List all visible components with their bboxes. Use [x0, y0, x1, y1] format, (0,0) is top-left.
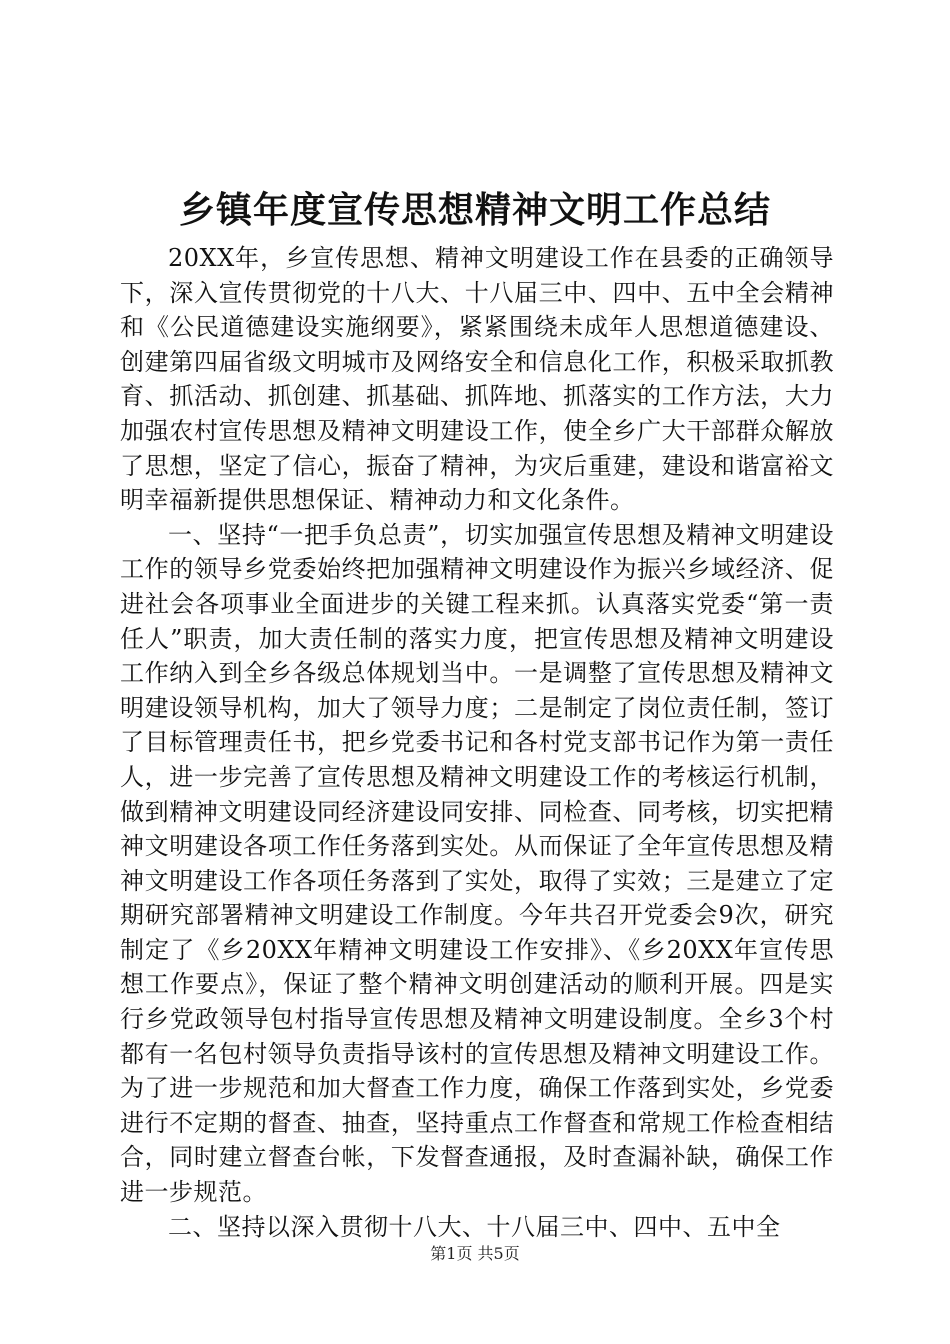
paragraph-section-2-start: 二、坚持以深入贯彻十八大、十八届三中、四中、五中全 — [168, 1212, 781, 1241]
page-footer: 第1页 共5页 — [430, 1244, 520, 1263]
paragraph-intro: 20XX年，乡宣传思想、精神文明建设工作在县委的正确领导下，深入宣传贯彻党的十八大、十八届三中、四中、五中全会精神和《公民道德建设实施纲要》，紧紧围绕未成年人思想道德建设、创建第四届省级文明城市及网络安全和信息化工作，积极采取抓教育、抓活动、抓创建、抓基础、抓阵地、抓落实的工作方法，大力加强农村宣传思想及精神文明建设工作，使全乡广大干部群众解放了思想，坚定了信心，振奋了精神，为灾后重建，建设和谐富裕文明幸福新提供思想保证、精神动力和文化条件。 — [120, 244, 834, 515]
document-title: 乡镇年度宣传思想精神文明工作总结 — [178, 189, 771, 231]
paragraph-section-1: 一、坚持“一把手负总责”，切实加强宣传思想及精神文明建设工作的领导乡党委始终把加强精神文明建设作为振兴乡域经济、促进社会各项事业全面进步的关键工程来抓。认真落实党委“第一责任人”职责，加大责任制的落实力度，把宣传思想及精神文明建设工作纳入到全乡各级总体规划当中。一是调整了宣传思想及精神文明建设领导机构，加大了领导力度；二是制定了岗位责任制，签订了目标管理责任书，把乡党委书记和各村党支部书记作为第一责任人，进一步完善了宣传思想及精神文明建设工作的考核运行机制，做到精神文明建设同经济建设同安排、同检查、同考核，切实把精神文明建设各项工作任务落到实处。从而保证了全年宣传思想及精神文明建设工作各项任务落到了实处，取得了实效；三是建立了定期研究部署精神文明建设工作制度。今年共召开党委会9次，研究制定了《乡20XX年精神文明建设工作安排》、《乡20XX年宣传思想工作要点》，保证了整个精神文明创建活动的顺利开展。四是实行乡党政领导包村指导宣传思想及精神文明建设制度。全乡3个村都有一名包村领导负责指导该村的宣传思想及精神文明建设工作。为了进一步规范和加大督查工作力度，确保工作落到实处，乡党委进行不定期的督查、抽查，坚持重点工作督查和常规工作检查相结合，同时建立督查台帐，下发督查通报，及时查漏补缺，确保工作进一步规范。 — [120, 520, 834, 1207]
document-body — [120, 241, 834, 1244]
